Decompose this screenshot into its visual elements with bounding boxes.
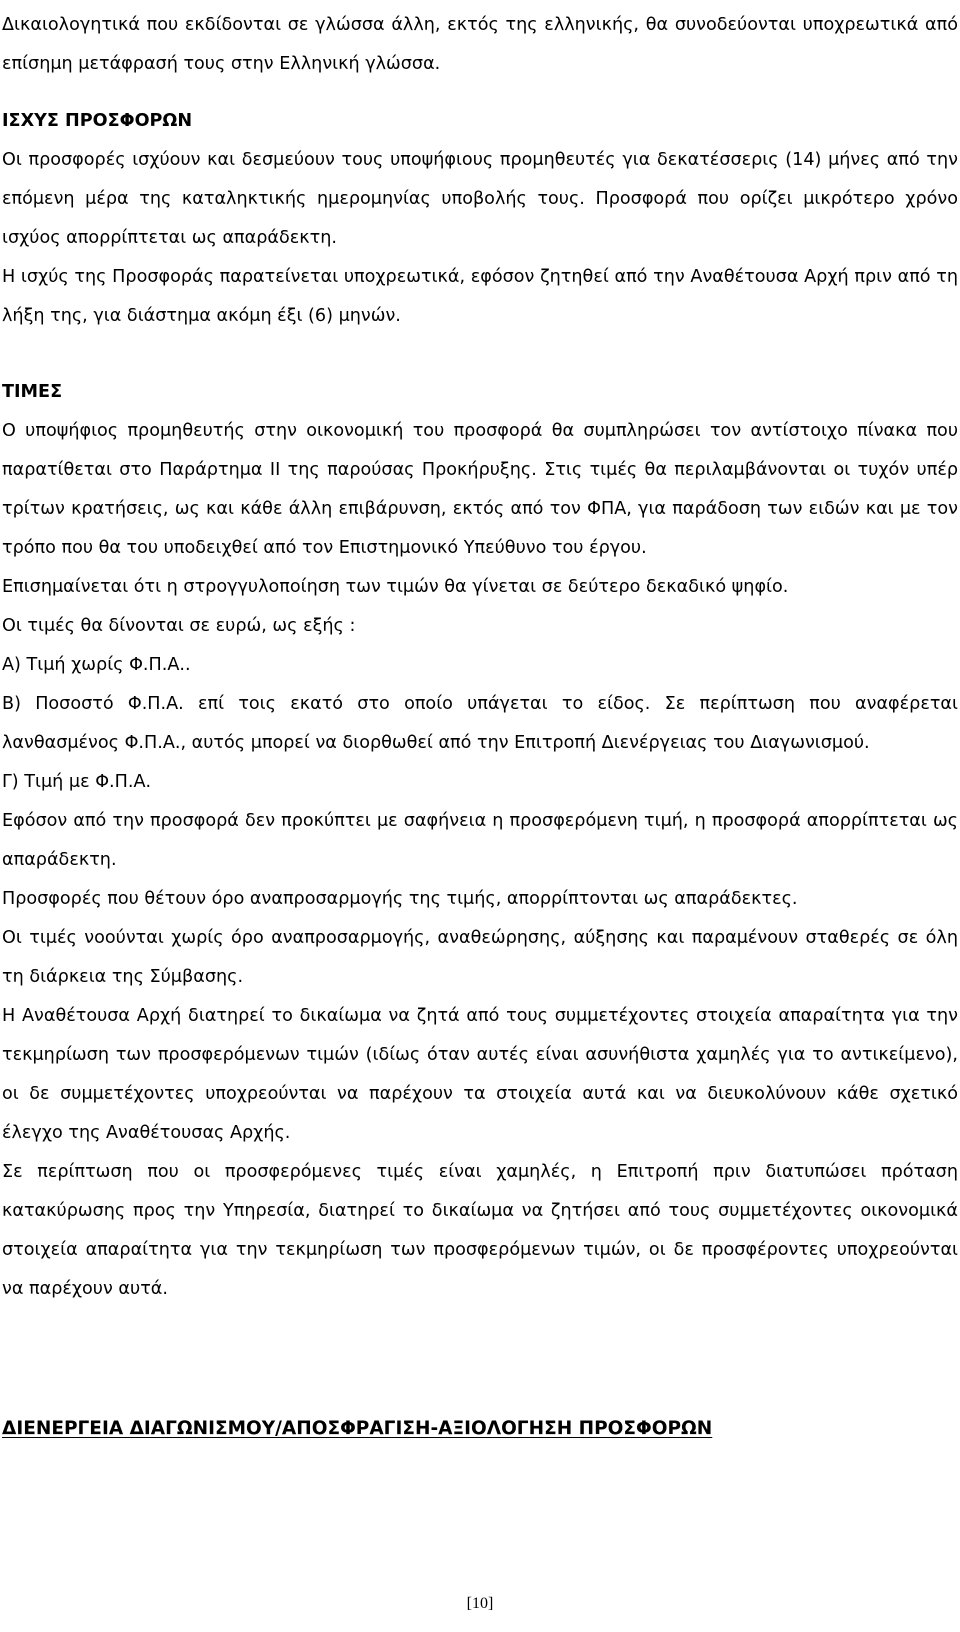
validity-paragraph: Οι προσφορές ισχύουν και δεσμεύουν τους υποψήφιους προμηθευτές για δεκατέσσερις (14) μήνες από την επόμενη μέρα της καταληκτικής ημερομηνίας υποβολής τους. Προσφορά που ορίζει μικρότερο χρόνο ισχύος απορρίπτεται ως απαράδεκτη.	[2, 150, 958, 248]
prices-paragraph: Η Αναθέτουσα Αρχή διατηρεί το δικαίωμα να ζητά από τους συμμετέχοντες στοιχεία απαραίτητα για την τεκμηρίωση των προσφερόμενων τιμών (ιδίως όταν αυτές είναι ασυνήθιστα χαμηλές για το αντικείμενο), οι δε συμμετέχοντες υποχρεούνται να παρέχουν τα στοιχεία αυτά και να διευκολύνουν κάθε σχετικό έλεγχο της Αναθέτουσας Αρχής.	[2, 1006, 958, 1143]
prices-paragraph: Α) Τιμή χωρίς Φ.Π.Α..	[2, 655, 191, 675]
prices-paragraph: Οι τιμές θα δίνονται σε ευρώ, ως εξής :	[2, 616, 356, 636]
prices-section	[2, 373, 958, 1309]
prices-paragraph: Σε περίπτωση που οι προσφερόμενες τιμές είναι χαμηλές, η Επιτροπή πριν διατυπώσει πρόταση κατακύρωσης προς την Υπηρεσία, διατηρεί το δικαίωμα να ζητήσει από τους συμμετέχοντες οικονομικά στοιχεία απαραίτητα για την τεκμηρίωση των προσφερόμενων τιμών, οι δε προσφέροντες υποχρεούνται να παρέχουν αυτά.	[2, 1162, 958, 1299]
next-section-title: ΔΙΕΝΕΡΓΕΙΑ ΔΙΑΓΩΝΙΣΜΟΥ/ΑΠΟΣΦΡΑΓΙΣΗ-ΑΞΙΟΛΟΓΗΣΗ ΠΡΟΣΦΟΡΩΝ	[2, 1418, 713, 1439]
prices-paragraph: Οι τιμές νοούνται χωρίς όρο αναπροσαρμογής, αναθεώρησης, αύξησης και παραμένουν σταθερές σε όλη τη διάρκεια της Σύμβασης.	[2, 928, 958, 987]
validity-paragraph: Η ισχύς της Προσφοράς παρατείνεται υποχρεωτικά, εφόσον ζητηθεί από την Αναθέτουσα Αρχή πριν από τη λήξη της, για διάστημα ακόμη έξι (6) μηνών.	[2, 267, 958, 326]
page-number: [10]	[466, 1595, 494, 1612]
prices-paragraph: Ο υποψήφιος προμηθευτής στην οικονομική του προσφορά θα συμπληρώσει τον αντίστοιχο πίνακα που παρατίθεται στο Παράρτημα ΙΙ της παρούσας Προκήρυξης. Στις τιμές θα περιλαμβάνονται οι τυχόν υπέρ τρίτων κρατήσεις, ως και κάθε άλλη επιβάρυνση, εκτός από τον ΦΠΑ, για παράδοση των ειδών και με τον τρόπο που θα του υποδειχθεί από τον Επιστημονικό Υπεύθυνο του έργου.	[2, 421, 958, 558]
validity-section	[2, 102, 958, 336]
validity-heading: ΙΣΧΥΣ ΠΡΟΣΦΟΡΩΝ	[2, 111, 193, 131]
prices-heading: ΤΙΜΕΣ	[2, 382, 63, 402]
prices-paragraph: Επισημαίνεται ότι η στρογγυλοποίηση των τιμών θα γίνεται σε δεύτερο δεκαδικό ψηφίο.	[2, 577, 789, 597]
intro-paragraph: Δικαιολογητικά που εκδίδονται σε γλώσσα άλλη, εκτός της ελληνικής, θα συνοδεύονται υποχρεωτικά από επίσημη μετάφρασή τους στην Ελληνική γλώσσα.	[2, 15, 958, 74]
prices-paragraph: Προσφορές που θέτουν όρο αναπροσαρμογής της τιμής, απορρίπτονται ως απαράδεκτες.	[2, 889, 798, 909]
prices-paragraph: Β) Ποσοστό Φ.Π.Α. επί τοις εκατό στο οποίο υπάγεται το είδος. Σε περίπτωση που αναφέρεται λανθασμένος Φ.Π.Α., αυτός μπορεί να διορθωθεί από την Επιτροπή Διενέργειας του Διαγωνισμού.	[2, 694, 958, 753]
prices-paragraph: Εφόσον από την προσφορά δεν προκύπτει με σαφήνεια η προσφερόμενη τιμή, η προσφορά απορρίπτεται ως απαράδεκτη.	[2, 811, 958, 870]
prices-paragraph: Γ) Τιμή με Φ.Π.Α.	[2, 772, 152, 792]
